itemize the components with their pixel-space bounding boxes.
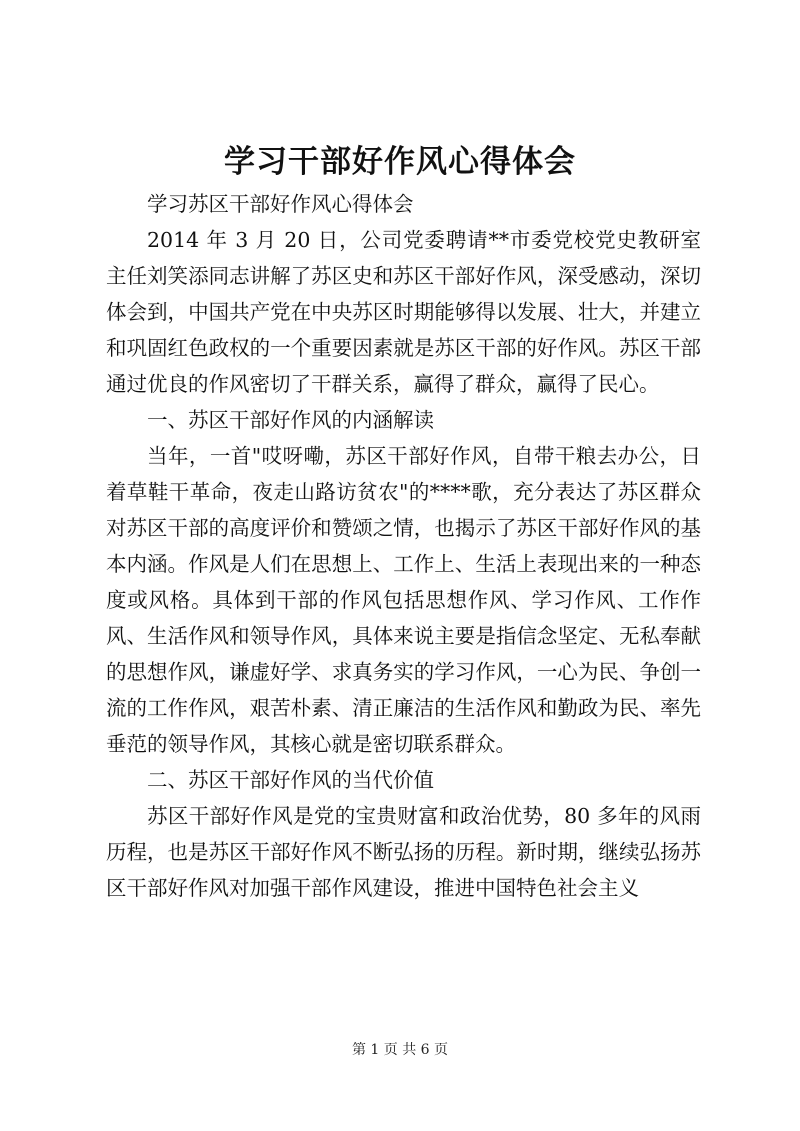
document-title: 学习干部好作风心得体会 bbox=[224, 144, 576, 180]
page-number-footer: 第 1 页 共 6 页 bbox=[351, 1042, 449, 1058]
paragraph-subtitle: 学习苏区干部好作风心得体会 bbox=[147, 192, 414, 216]
section-heading-1: 一、苏区干部好作风的内涵解读 bbox=[147, 408, 434, 432]
paragraph-section-2: 苏区干部好作风是党的宝贵财富和政治优势，80 多年的风雨历程，也是苏区干部好作风不断弘扬的历程。新时期，继续弘扬苏区干部好作风对加强干部作风建设，推进中国特色社会主义 bbox=[106, 804, 701, 900]
paragraph-intro: 2014 年 3 月 20 日，公司党委聘请**市委党校党史教研室主任刘笑添同志讲解了苏区史和苏区干部好作风，深受感动，深切体会到，中国共产党在中央苏区时期能够得以发展、壮大，并建立和巩固红色政权的一个重要因素就是苏区干部的好作风。苏区干部通过优良的作风密切了干群关系，赢得了群众，赢得了民心。 bbox=[106, 228, 701, 396]
section-heading-2: 二、苏区干部好作风的当代价值 bbox=[147, 768, 434, 792]
document-body bbox=[106, 186, 701, 906]
paragraph-section-1: 当年，一首"哎呀嘞，苏区干部好作风，自带干粮去办公，日着草鞋干革命，夜走山路访贫农"的****歌，充分表达了苏区群众对苏区干部的高度评价和赞颂之情，也揭示了苏区干部好作风的基本内涵。作风是人们在思想上、工作上、生活上表现出来的一种态度或风格。具体到干部的作风包括思想作风、学习作风、工作作风、生活作风和领导作风，具体来说主要是指信念坚定、无私奉献的思想作风，谦虚好学、求真务实的学习作风，一心为民、争创一流的工作作风，艰苦朴素、清正廉洁的生活作风和勤政为民、率先垂范的领导作风，其核心就是密切联系群众。 bbox=[106, 444, 701, 756]
